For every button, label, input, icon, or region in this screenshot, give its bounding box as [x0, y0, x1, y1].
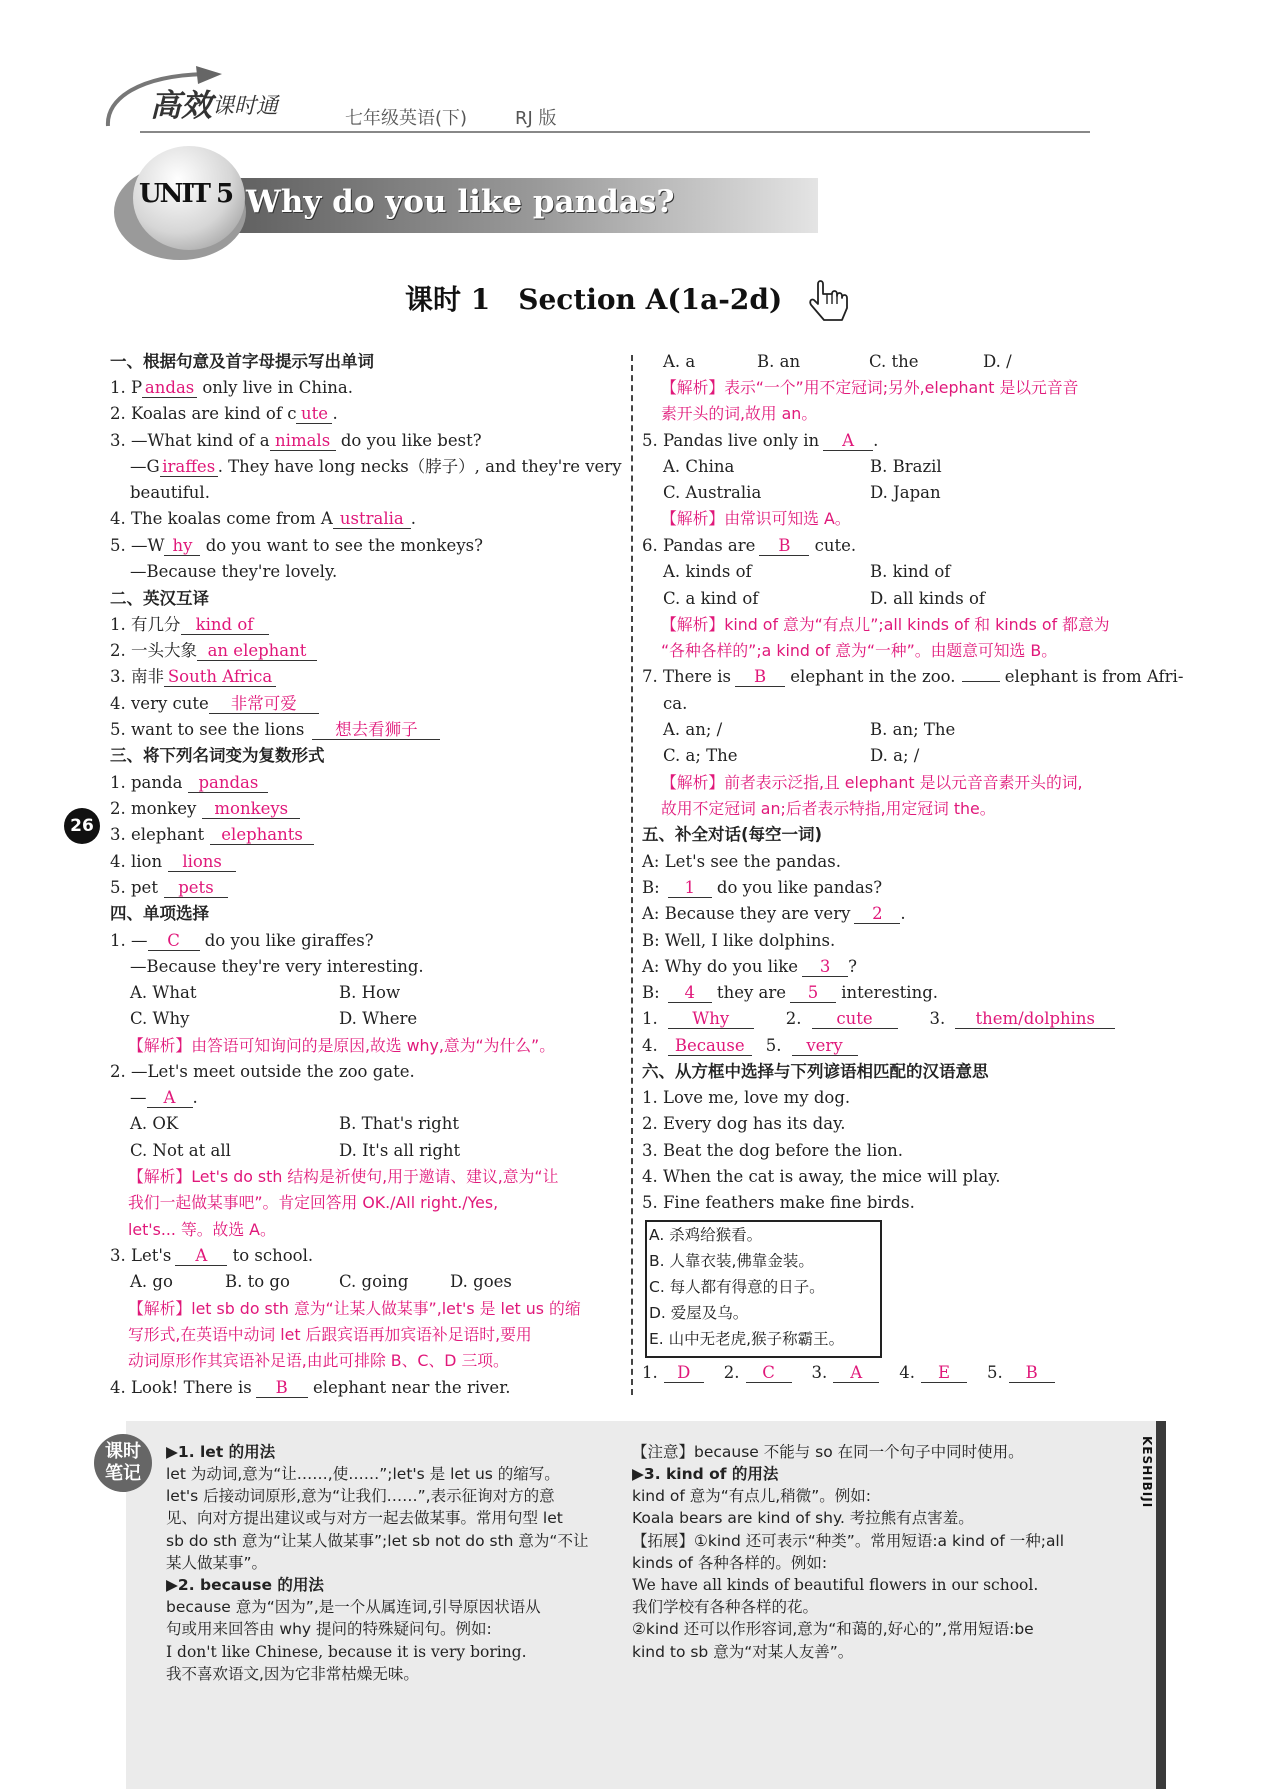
q7-option-b: B. an; The — [870, 720, 956, 739]
q7-option-a: A. an; / — [663, 720, 723, 739]
section-6-title: 六、从方框中选择与下列谚语相匹配的汉语意思 — [642, 1062, 989, 1081]
s1-question-3: 3. —What kind of a nimals do you like best? — [110, 431, 482, 450]
q7-explanation-1: 【解析】前者表示泛指,且 elephant 是以元音音素开头的词, — [661, 773, 1083, 792]
q7-option-c: C. a; The — [663, 746, 738, 765]
note-because-1: because 意为“因为”,是一个从属连词,引导原因状语从 — [166, 1598, 541, 1616]
meaning-b: B. 人靠衣装,佛靠金装。 — [649, 1252, 814, 1270]
s4-q1-explanation: 【解析】由答语可知询问的是原因,故选 why,意为“为什么”。 — [128, 1036, 556, 1055]
lesson-title: 课时 1 Section A(1a-2d) — [405, 283, 783, 316]
q6-explanation-2: “各种各样的”;a kind of 意为“一种”。由题意可知选 B。 — [661, 641, 1058, 660]
s4-question-2b: — A . — [130, 1088, 198, 1107]
note-heading-let: ▶1. let 的用法 — [166, 1443, 276, 1461]
section-6-answers: 1. D 2. C 3. A 4. E 5. B — [642, 1363, 1055, 1383]
q4-option-d: D. / — [983, 352, 1012, 371]
q6-option-b: B. kind of — [870, 562, 951, 581]
q6-option-a: A. kinds of — [663, 562, 752, 581]
edition-label: RJ 版 — [515, 108, 557, 129]
s2-question-5: 5. want to see the lions 想去看狮子 — [110, 720, 440, 740]
s4-q3-option-b: B. to go — [225, 1272, 290, 1291]
s4-question-1: 1. — C do you like giraffes? — [110, 931, 374, 950]
section-4-title: 四、单项选择 — [110, 904, 209, 923]
brand-small: 课时通 — [212, 94, 279, 119]
s1-question-3c: beautiful. — [130, 483, 210, 502]
s3-question-1: 1. panda pandas — [110, 773, 268, 793]
q4-option-b: B. an — [757, 352, 801, 371]
q4-explanation-1: 【解析】表示“一个”用不定冠词;另外,elephant 是以元音音 — [661, 378, 1079, 397]
q5-option-c: C. Australia — [663, 483, 762, 502]
s1-question-1: 1. P andas only live in China. — [110, 378, 354, 397]
s4-q3-option-d: D. goes — [450, 1272, 512, 1291]
s4-q1-option-b: B. How — [339, 983, 401, 1002]
s1-question-5: 5. —W hy do you want to see the monkeys? — [110, 536, 483, 555]
note-let-5: 某人做某事”。 — [166, 1554, 268, 1572]
question-5: 5. Pandas live only in A . — [642, 431, 879, 450]
dialogue-line-4: B: Well, I like dolphins. — [642, 931, 836, 950]
section-5-title: 五、补全对话(每空一词) — [642, 825, 823, 844]
s3-question-4: 4. lion lions — [110, 852, 236, 872]
side-tab-label: KESHIBIJI — [1140, 1436, 1154, 1509]
note-because-2: 句或用来回答由 why 提问的特殊疑问句。例如: — [166, 1620, 492, 1638]
s1-question-5b: —Because they're lovely. — [130, 562, 338, 581]
note-kind-of-3: 【拓展】①kind 还可表示“种类”。常用短语:a kind of 一种;all — [632, 1532, 1065, 1550]
section-2-title: 二、英汉互译 — [110, 589, 209, 608]
s1-question-2: 2. Koalas are kind of c ute . — [110, 404, 338, 423]
q5-option-b: B. Brazil — [870, 457, 942, 476]
meaning-e: E. 山中无老虎,猴子称霸王。 — [649, 1330, 845, 1348]
section-5-answers-row-1: 1. Why 2. cute 3. them/dolphins — [642, 1009, 1115, 1029]
s4-q2-explanation-3: let's... 等。故选 A。 — [128, 1220, 276, 1239]
note-let-1: let 为动词,意为“让……,使……”;let's 是 let us 的缩写。 — [166, 1465, 560, 1483]
notes-side-bar — [1156, 1421, 1166, 1789]
note-kind-of-6: 我们学校有各种各样的花。 — [632, 1598, 819, 1616]
q6-option-c: C. a kind of — [663, 589, 759, 608]
s4-question-4: 4. Look! There is B elephant near the river. — [110, 1378, 511, 1397]
section-1-title: 一、根据句意及首字母提示写出单词 — [110, 352, 374, 371]
note-let-2: let's 后接动词原形,意为“让我们……”,表示征询对方的意 — [166, 1487, 555, 1505]
dialogue-line-5: A: Why do you like 3 ? — [642, 957, 857, 976]
proverb-1: 1. Love me, love my dog. — [642, 1088, 851, 1107]
note-kind-of-7: ②kind 还可以作形容词,意为“和蔼的,好心的”,常用短语:be — [632, 1620, 1034, 1638]
proverb-5: 5. Fine feathers make fine birds. — [642, 1193, 915, 1212]
s4-q2-explanation-1: 【解析】Let's do sth 结构是祈使句,用于邀请、建议,意为“让 — [128, 1167, 559, 1186]
page-number: 26 — [70, 816, 94, 836]
proverb-4: 4. When the cat is away, the mice will play. — [642, 1167, 1001, 1186]
notes-badge-line-2: 笔记 — [105, 1463, 141, 1484]
meaning-d: D. 爱屋及乌。 — [649, 1304, 749, 1322]
note-kind-of-4: kinds of 各种各样的。例如: — [632, 1554, 828, 1572]
proverb-3: 3. Beat the dog before the lion. — [642, 1141, 904, 1160]
s4-q3-explanation-1: 【解析】let sb do sth 意为“让某人做某事”,let's 是 let us 的缩 — [128, 1299, 581, 1318]
q4-explanation-2: 素开头的词,故用 an。 — [661, 404, 818, 423]
dialogue-line-2: B: 1 do you like pandas? — [642, 878, 883, 897]
column-divider — [631, 355, 633, 1395]
s4-q1-option-a: A. What — [130, 983, 197, 1002]
s4-q2-explanation-2: 我们一起做某事吧”。肯定回答用 OK./All right./Yes, — [128, 1193, 499, 1212]
s4-q2-option-d: D. It's all right — [339, 1141, 461, 1160]
note-kind-of-5: We have all kinds of beautiful flowers in our school. — [632, 1576, 1039, 1594]
s3-question-3: 3. elephant elephants — [110, 825, 314, 845]
s2-question-2: 2. 一头大象 an elephant — [110, 641, 317, 661]
s4-q1-option-c: C. Why — [130, 1009, 190, 1028]
s4-question-3: 3. Let's A to school. — [110, 1246, 314, 1265]
s4-question-2: 2. —Let's meet outside the zoo gate. — [110, 1062, 415, 1081]
s1-question-4: 4. The koalas come from A ustralia . — [110, 509, 417, 528]
s2-question-1: 1. 有几分 kind of — [110, 615, 269, 635]
note-heading-because: ▶2. because 的用法 — [166, 1576, 324, 1594]
q4-option-c: C. the — [869, 352, 919, 371]
q4-option-a: A. a — [663, 352, 696, 371]
s4-q1-option-d: D. Where — [339, 1009, 418, 1028]
note-heading-kind-of: ▶3. kind of 的用法 — [632, 1465, 779, 1483]
s4-q2-option-c: C. Not at all — [130, 1141, 231, 1160]
question-6: 6. Pandas are B cute. — [642, 536, 857, 555]
q7-explanation-2: 故用不定冠词 an;后者表示特指,用定冠词 the。 — [661, 799, 996, 818]
note-kind-of-2: Koala bears are kind of shy. 考拉熊有点害羞。 — [632, 1509, 974, 1527]
q6-option-d: D. all kinds of — [870, 589, 985, 608]
brand-big: 高效 — [150, 88, 212, 124]
dialogue-line-1: A: Let's see the pandas. — [642, 852, 841, 871]
dialogue-line-6: B: 4 they are 5 interesting. — [642, 983, 939, 1002]
s4-q2-option-a: A. OK — [130, 1114, 179, 1133]
note-let-3: 见、向对方提出建议或与对方一起去做某事。常用句型 let — [166, 1509, 563, 1527]
note-kind-of-1: kind of 意为“有点儿,稍微”。例如: — [632, 1487, 871, 1505]
s4-q3-explanation-3: 动词原形作其宾语补足语,由此可排除 B、C、D 三项。 — [128, 1351, 509, 1370]
s3-question-5: 5. pet pets — [110, 878, 228, 898]
s4-q3-option-c: C. going — [339, 1272, 409, 1291]
s4-q3-option-a: A. go — [130, 1272, 173, 1291]
unit-title: Why do you like pandas? — [246, 184, 675, 220]
hand-pointer-icon — [808, 280, 852, 326]
s4-q2-option-b: B. That's right — [339, 1114, 459, 1133]
dialogue-line-3: A: Because they are very 2 . — [642, 904, 906, 923]
book-info: 七年级英语(下) — [345, 108, 468, 129]
s1-question-3b: —G iraffes . They have long necks（脖子）, and they're very — [130, 457, 622, 476]
question-7b: ca. — [663, 694, 688, 713]
notes-badge-line-1: 课时 — [105, 1441, 141, 1462]
meaning-c: C. 每人都有得意的日子。 — [649, 1278, 825, 1296]
note-let-4: sb do sth 意为“让某人做某事”;let sb not do sth 意为“不让 — [166, 1532, 589, 1550]
q5-option-d: D. Japan — [870, 483, 941, 502]
question-7: 7. There is B elephant in the zoo. elephant is from Afri- — [642, 667, 1184, 686]
s4-q3-explanation-2: 写形式,在英语中动词 let 后跟宾语再加宾语补足语时,要用 — [128, 1325, 532, 1344]
section-5-answers-row-2: 4. Because 5. very — [642, 1036, 858, 1056]
q6-explanation-1: 【解析】kind of 意为“有点儿”;all kinds of 和 kinds of 都意为 — [661, 615, 1110, 634]
unit-label: UNIT 5 — [139, 179, 233, 209]
note-caution: 【注意】because 不能与 so 在同一个句子中同时使用。 — [632, 1443, 1024, 1461]
s2-question-3: 3. 南非 South Africa — [110, 667, 276, 687]
meaning-a: A. 杀鸡给猴看。 — [649, 1226, 763, 1244]
q5-explanation: 【解析】由常识可知选 A。 — [661, 509, 851, 528]
s4-question-1b: —Because they're very interesting. — [130, 957, 424, 976]
note-because-translation: 我不喜欢语文,因为它非常枯燥无味。 — [166, 1665, 419, 1683]
note-kind-of-8: kind to sb 意为“对某人友善”。 — [632, 1643, 854, 1661]
q5-option-a: A. China — [663, 457, 735, 476]
s3-question-2: 2. monkey monkeys — [110, 799, 300, 819]
q7-option-d: D. a; / — [870, 746, 920, 765]
s2-question-4: 4. very cute 非常可爱 — [110, 694, 319, 714]
note-because-example: I don't like Chinese, because it is very boring. — [166, 1643, 527, 1661]
section-3-title: 三、将下列名词变为复数形式 — [110, 746, 325, 765]
header-rule — [140, 131, 1090, 133]
proverb-2: 2. Every dog has its day. — [642, 1114, 846, 1133]
